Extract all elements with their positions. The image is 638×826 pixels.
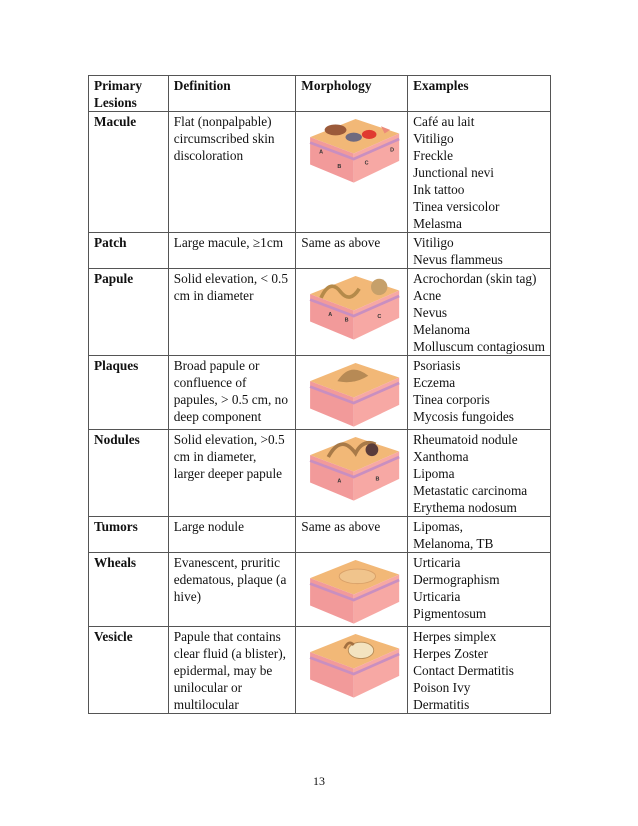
lesion-name: Vesicle: [89, 627, 169, 714]
lesion-examples: [408, 430, 551, 517]
svg-text:A: A: [328, 312, 333, 318]
example-item: Freckle: [413, 148, 453, 163]
svg-text:B: B: [337, 164, 342, 171]
morphology-text: Same as above: [296, 233, 408, 269]
page-number: 13: [313, 774, 325, 788]
morphology-text: Same as above: [296, 517, 408, 553]
lesion-definition: Broad papule or confluence of papules, > 0.5 cm, no deep component: [168, 356, 296, 430]
lesion-definition: Flat (nonpalpable) circumscribed skin discoloration: [168, 112, 296, 233]
lesion-name: Patch: [89, 233, 169, 269]
example-item: Melasma: [413, 216, 462, 231]
lesion-name: Nodules: [89, 430, 169, 517]
example-item: Nevus: [413, 305, 448, 320]
lesion-examples: [408, 553, 551, 627]
header-morphology: Morphology: [296, 76, 408, 112]
example-item: Acne: [413, 288, 442, 303]
lesion-examples: [408, 517, 551, 553]
example-item: Poison Ivy: [413, 680, 471, 695]
svg-text:D: D: [390, 147, 395, 154]
header-definition: Definition: [168, 76, 296, 112]
table-row: [89, 627, 551, 714]
svg-text:A: A: [319, 149, 324, 156]
example-item: Dermatitis: [413, 697, 470, 712]
lesion-definition: Papule that contains clear fluid (a blister), epidermal, may be unilocular or multilocular: [168, 627, 296, 714]
papule-illustration: [296, 269, 408, 356]
lesion-examples: [408, 627, 551, 714]
example-item: Herpes Zoster: [413, 646, 489, 661]
primary-lesions-table: [88, 75, 551, 714]
example-item: Contact Dermatitis: [413, 663, 514, 678]
lesion-name: Papule: [89, 269, 169, 356]
table-row: [89, 112, 551, 233]
example-item: Mycosis fungoides: [413, 409, 514, 424]
wheal-illustration: [296, 553, 408, 627]
example-item: Lipomas,: [413, 519, 463, 534]
lesion-name: Plaques: [89, 356, 169, 430]
header-primary-lesions: Primary Lesions: [89, 76, 169, 112]
example-item: Vitiligo: [413, 235, 454, 250]
example-item: Melanoma, TB: [413, 536, 494, 551]
lesion-examples: [408, 356, 551, 430]
example-item: Ink tattoo: [413, 182, 465, 197]
lesion-definition: Evanescent, pruritic edematous, plaque (a hive): [168, 553, 296, 627]
vesicle-illustration: [296, 627, 408, 714]
table-row: [89, 430, 551, 517]
example-item: Urticaria: [413, 589, 461, 604]
lesion-examples: [408, 269, 551, 356]
table-row: [89, 356, 551, 430]
header-examples: Examples: [408, 76, 551, 112]
example-item: Nevus flammeus: [413, 252, 503, 267]
example-item: Tinea versicolor: [413, 199, 500, 214]
example-item: Xanthoma: [413, 449, 469, 464]
example-item: Urticaria: [413, 555, 461, 570]
example-item: Junctional nevi: [413, 165, 494, 180]
svg-text:C: C: [364, 160, 369, 167]
lesion-definition: Solid elevation, >0.5 cm in diameter, larger deeper papule: [168, 430, 296, 517]
nodule-illustration: [296, 430, 408, 517]
macule-illustration: [296, 112, 408, 233]
lesion-definition: Large nodule: [168, 517, 296, 553]
lesion-definition: Large macule, ≥1cm: [168, 233, 296, 269]
svg-text:B: B: [375, 476, 380, 483]
example-item: Eczema: [413, 375, 456, 390]
example-item: Molluscum contagiosum: [413, 339, 545, 354]
example-item: Café au lait: [413, 114, 475, 129]
lesion-definition: Solid elevation, < 0.5 cm in diameter: [168, 269, 296, 356]
example-item: Dermographism: [413, 572, 500, 587]
table-row: [89, 553, 551, 627]
table-row: [89, 517, 551, 553]
example-item: Acrochordan (skin tag): [413, 271, 537, 286]
example-item: Metastatic carcinoma: [413, 483, 528, 498]
example-item: Erythema nodosum: [413, 500, 517, 515]
lesion-name: Tumors: [89, 517, 169, 553]
table-row: [89, 269, 551, 356]
lesion-name: Wheals: [89, 553, 169, 627]
lesion-name: Macule: [89, 112, 169, 233]
svg-text:C: C: [377, 313, 382, 320]
table-row: [89, 233, 551, 269]
example-item: Lipoma: [413, 466, 455, 481]
example-item: Pigmentosum: [413, 606, 487, 621]
example-item: Vitiligo: [413, 131, 454, 146]
example-item: Tinea corporis: [413, 392, 490, 407]
svg-text:B: B: [344, 317, 349, 324]
example-item: Rheumatoid nodule: [413, 432, 518, 447]
lesion-examples: [408, 112, 551, 233]
example-item: Psoriasis: [413, 358, 461, 373]
example-item: Herpes simplex: [413, 629, 497, 644]
table-header-row: [89, 76, 551, 112]
lesion-examples: [408, 233, 551, 269]
svg-text:A: A: [337, 478, 342, 485]
example-item: Melanoma: [413, 322, 470, 337]
plaque-illustration: [296, 356, 408, 430]
